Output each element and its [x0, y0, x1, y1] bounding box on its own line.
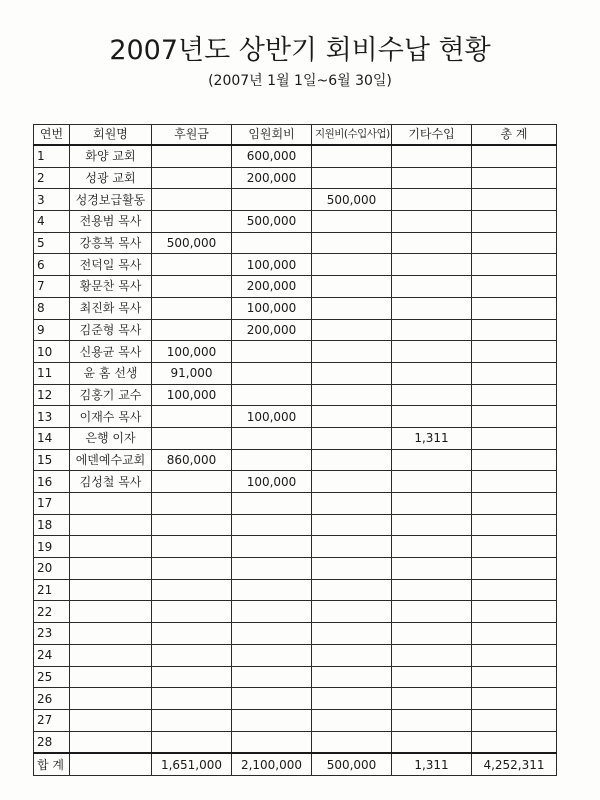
table-row — [34, 644, 557, 666]
row-number: 6 — [34, 254, 70, 276]
support-amount — [312, 558, 392, 580]
table-row — [34, 536, 557, 558]
member-name — [70, 666, 152, 688]
other-income-amount — [392, 362, 472, 384]
row-number: 18 — [34, 514, 70, 536]
table-row — [34, 406, 557, 428]
table-row — [34, 362, 557, 384]
row-total — [472, 319, 557, 341]
other-income-amount — [392, 601, 472, 623]
row-total — [472, 341, 557, 363]
member-name — [70, 688, 152, 710]
table-row — [34, 232, 557, 254]
other-income-amount — [392, 666, 472, 688]
other-income-amount — [392, 384, 472, 406]
dues-amount — [232, 232, 312, 254]
row-total — [472, 232, 557, 254]
column-header-dues: 임원회비 — [232, 125, 312, 146]
row-total — [472, 449, 557, 471]
row-number: 20 — [34, 558, 70, 580]
member-name — [70, 601, 152, 623]
row-total — [472, 384, 557, 406]
member-name — [70, 623, 152, 645]
support-amount — [312, 254, 392, 276]
table-row — [34, 297, 557, 319]
member-name: 윤 홈 선생 — [70, 362, 152, 384]
row-number: 15 — [34, 449, 70, 471]
other-income-amount — [392, 449, 472, 471]
row-total — [472, 211, 557, 233]
support-amount — [312, 362, 392, 384]
donation-amount — [152, 731, 232, 753]
header-row — [34, 125, 557, 146]
support-amount — [312, 449, 392, 471]
dues-amount: 500,000 — [232, 211, 312, 233]
table-row — [34, 276, 557, 298]
row-total — [472, 471, 557, 493]
donation-amount — [152, 688, 232, 710]
member-name — [70, 536, 152, 558]
row-number: 3 — [34, 189, 70, 211]
row-number: 24 — [34, 644, 70, 666]
donation-amount: 500,000 — [152, 232, 232, 254]
member-name — [70, 731, 152, 753]
donation-amount — [152, 406, 232, 428]
row-total — [472, 579, 557, 601]
member-name: 김홍기 교수 — [70, 384, 152, 406]
other-income-amount — [392, 558, 472, 580]
support-amount — [312, 167, 392, 189]
member-name: 전덕일 목사 — [70, 254, 152, 276]
support-amount — [312, 579, 392, 601]
dues-amount: 100,000 — [232, 406, 312, 428]
support-amount — [312, 601, 392, 623]
donation-amount — [152, 558, 232, 580]
other-income-amount — [392, 232, 472, 254]
row-number: 1 — [34, 145, 70, 167]
other-income-amount — [392, 709, 472, 731]
donation-amount: 100,000 — [152, 341, 232, 363]
dues-amount — [232, 644, 312, 666]
dues-amount — [232, 536, 312, 558]
column-header-no: 연번 — [34, 125, 70, 146]
member-name: 강흥복 목사 — [70, 232, 152, 254]
donation-amount — [152, 167, 232, 189]
donation-amount — [152, 579, 232, 601]
row-total — [472, 493, 557, 515]
donation-amount — [152, 189, 232, 211]
table-row — [34, 493, 557, 515]
document-subtitle: (2007년 1월 1일~6월 30일) — [208, 73, 392, 89]
donation-amount — [152, 709, 232, 731]
support-amount — [312, 211, 392, 233]
dues-amount — [232, 514, 312, 536]
totals-name-cell — [70, 753, 152, 775]
row-number: 5 — [34, 232, 70, 254]
table-row — [34, 579, 557, 601]
dues-amount — [232, 362, 312, 384]
support-amount — [312, 427, 392, 449]
row-total — [472, 145, 557, 167]
row-number: 13 — [34, 406, 70, 428]
support-amount — [312, 319, 392, 341]
donation-amount — [152, 536, 232, 558]
row-number: 14 — [34, 427, 70, 449]
table-row — [34, 211, 557, 233]
dues-amount — [232, 189, 312, 211]
dues-amount: 100,000 — [232, 254, 312, 276]
totals-grand-total: 4,252,311 — [472, 753, 557, 775]
row-total — [472, 644, 557, 666]
table-row — [34, 471, 557, 493]
row-number: 2 — [34, 167, 70, 189]
support-amount — [312, 145, 392, 167]
dues-amount: 100,000 — [232, 297, 312, 319]
dues-amount: 200,000 — [232, 276, 312, 298]
donation-amount — [152, 666, 232, 688]
column-header-donation: 후원금 — [152, 125, 232, 146]
donation-amount — [152, 276, 232, 298]
row-total — [472, 297, 557, 319]
table-row — [34, 189, 557, 211]
member-name: 은행 이자 — [70, 427, 152, 449]
donation-amount — [152, 297, 232, 319]
dues-amount — [232, 601, 312, 623]
dues-amount: 600,000 — [232, 145, 312, 167]
support-amount — [312, 666, 392, 688]
other-income-amount — [392, 297, 472, 319]
member-name: 전용범 목사 — [70, 211, 152, 233]
row-number: 28 — [34, 731, 70, 753]
member-name — [70, 579, 152, 601]
other-income-amount — [392, 211, 472, 233]
dues-amount — [232, 384, 312, 406]
row-total — [472, 276, 557, 298]
document-title: 2007년도 상반기 회비수납 현황 — [109, 35, 491, 66]
other-income-amount — [392, 579, 472, 601]
totals-row — [34, 753, 557, 775]
row-number: 17 — [34, 493, 70, 515]
donation-amount — [152, 211, 232, 233]
row-total — [472, 666, 557, 688]
row-total — [472, 427, 557, 449]
support-amount — [312, 644, 392, 666]
table-row — [34, 709, 557, 731]
row-total — [472, 709, 557, 731]
support-amount — [312, 232, 392, 254]
column-header-total: 총 계 — [472, 125, 557, 146]
totals-label: 합 계 — [34, 753, 70, 775]
member-name: 최진화 목사 — [70, 297, 152, 319]
other-income-amount — [392, 254, 472, 276]
support-amount — [312, 276, 392, 298]
donation-amount — [152, 471, 232, 493]
table-row — [34, 558, 557, 580]
dues-amount — [232, 493, 312, 515]
support-amount — [312, 471, 392, 493]
dues-ledger-table — [33, 124, 557, 776]
support-amount — [312, 493, 392, 515]
support-amount — [312, 384, 392, 406]
support-amount — [312, 406, 392, 428]
member-name: 신용균 목사 — [70, 341, 152, 363]
donation-amount: 91,000 — [152, 362, 232, 384]
other-income-amount — [392, 341, 472, 363]
row-total — [472, 536, 557, 558]
row-number: 23 — [34, 623, 70, 645]
row-number: 9 — [34, 319, 70, 341]
row-number: 26 — [34, 688, 70, 710]
row-number: 12 — [34, 384, 70, 406]
row-total — [472, 688, 557, 710]
dues-amount — [232, 709, 312, 731]
donation-amount — [152, 493, 232, 515]
row-number: 4 — [34, 211, 70, 233]
dues-amount — [232, 427, 312, 449]
other-income-amount — [392, 514, 472, 536]
donation-amount — [152, 514, 232, 536]
other-income-amount: 1,311 — [392, 427, 472, 449]
column-header-other: 기타수입 — [392, 125, 472, 146]
donation-amount: 100,000 — [152, 384, 232, 406]
donation-amount — [152, 644, 232, 666]
table-row — [34, 623, 557, 645]
member-name — [70, 514, 152, 536]
row-number: 27 — [34, 709, 70, 731]
member-name: 김성철 목사 — [70, 471, 152, 493]
other-income-amount — [392, 319, 472, 341]
table-row — [34, 449, 557, 471]
donation-amount — [152, 254, 232, 276]
other-income-amount — [392, 167, 472, 189]
row-number: 25 — [34, 666, 70, 688]
dues-amount: 200,000 — [232, 319, 312, 341]
row-total — [472, 731, 557, 753]
donation-amount — [152, 319, 232, 341]
dues-amount: 200,000 — [232, 167, 312, 189]
other-income-amount — [392, 145, 472, 167]
dues-amount — [232, 731, 312, 753]
member-name — [70, 558, 152, 580]
support-amount — [312, 536, 392, 558]
totals-donation: 1,651,000 — [152, 753, 232, 775]
other-income-amount — [392, 276, 472, 298]
donation-amount — [152, 601, 232, 623]
totals-other: 1,311 — [392, 753, 472, 775]
row-total — [472, 362, 557, 384]
row-number: 21 — [34, 579, 70, 601]
other-income-amount — [392, 731, 472, 753]
table-row — [34, 666, 557, 688]
dues-amount — [232, 688, 312, 710]
donation-amount — [152, 623, 232, 645]
table-row — [34, 731, 557, 753]
support-amount: 500,000 — [312, 189, 392, 211]
table-row — [34, 601, 557, 623]
support-amount — [312, 341, 392, 363]
row-total — [472, 406, 557, 428]
row-total — [472, 601, 557, 623]
member-name — [70, 644, 152, 666]
donation-amount — [152, 145, 232, 167]
dues-amount — [232, 558, 312, 580]
row-number: 19 — [34, 536, 70, 558]
member-name: 화양 교회 — [70, 145, 152, 167]
support-amount — [312, 688, 392, 710]
member-name: 김준형 목사 — [70, 319, 152, 341]
support-amount — [312, 623, 392, 645]
row-number: 7 — [34, 276, 70, 298]
other-income-amount — [392, 623, 472, 645]
other-income-amount — [392, 493, 472, 515]
row-total — [472, 167, 557, 189]
column-header-support: 지원비(수입사업) — [312, 125, 392, 146]
row-total — [472, 254, 557, 276]
member-name: 이재수 목사 — [70, 406, 152, 428]
table-row — [34, 427, 557, 449]
other-income-amount — [392, 644, 472, 666]
dues-amount — [232, 449, 312, 471]
table-row — [34, 167, 557, 189]
other-income-amount — [392, 406, 472, 428]
support-amount — [312, 514, 392, 536]
row-total — [472, 514, 557, 536]
table-row — [34, 514, 557, 536]
member-name: 에덴예수교회 — [70, 449, 152, 471]
member-name — [70, 493, 152, 515]
member-name: 성경보급활동 — [70, 189, 152, 211]
support-amount — [312, 709, 392, 731]
dues-amount — [232, 341, 312, 363]
table-row — [34, 688, 557, 710]
ledger-body — [34, 145, 557, 753]
dues-amount: 100,000 — [232, 471, 312, 493]
row-total — [472, 189, 557, 211]
table-row — [34, 341, 557, 363]
other-income-amount — [392, 536, 472, 558]
table-row — [34, 384, 557, 406]
row-number: 16 — [34, 471, 70, 493]
table-row — [34, 254, 557, 276]
row-number: 8 — [34, 297, 70, 319]
other-income-amount — [392, 471, 472, 493]
table-row — [34, 319, 557, 341]
row-total — [472, 558, 557, 580]
row-number: 11 — [34, 362, 70, 384]
row-total — [472, 623, 557, 645]
totals-dues: 2,100,000 — [232, 753, 312, 775]
dues-amount — [232, 666, 312, 688]
donation-amount: 860,000 — [152, 449, 232, 471]
member-name — [70, 709, 152, 731]
other-income-amount — [392, 189, 472, 211]
dues-amount — [232, 579, 312, 601]
member-name: 황문찬 목사 — [70, 276, 152, 298]
row-number: 22 — [34, 601, 70, 623]
row-number: 10 — [34, 341, 70, 363]
dues-amount — [232, 623, 312, 645]
totals-support: 500,000 — [312, 753, 392, 775]
support-amount — [312, 731, 392, 753]
table-row — [34, 145, 557, 167]
support-amount — [312, 297, 392, 319]
donation-amount — [152, 427, 232, 449]
other-income-amount — [392, 688, 472, 710]
member-name: 성광 교회 — [70, 167, 152, 189]
column-header-member: 회원명 — [70, 125, 152, 146]
